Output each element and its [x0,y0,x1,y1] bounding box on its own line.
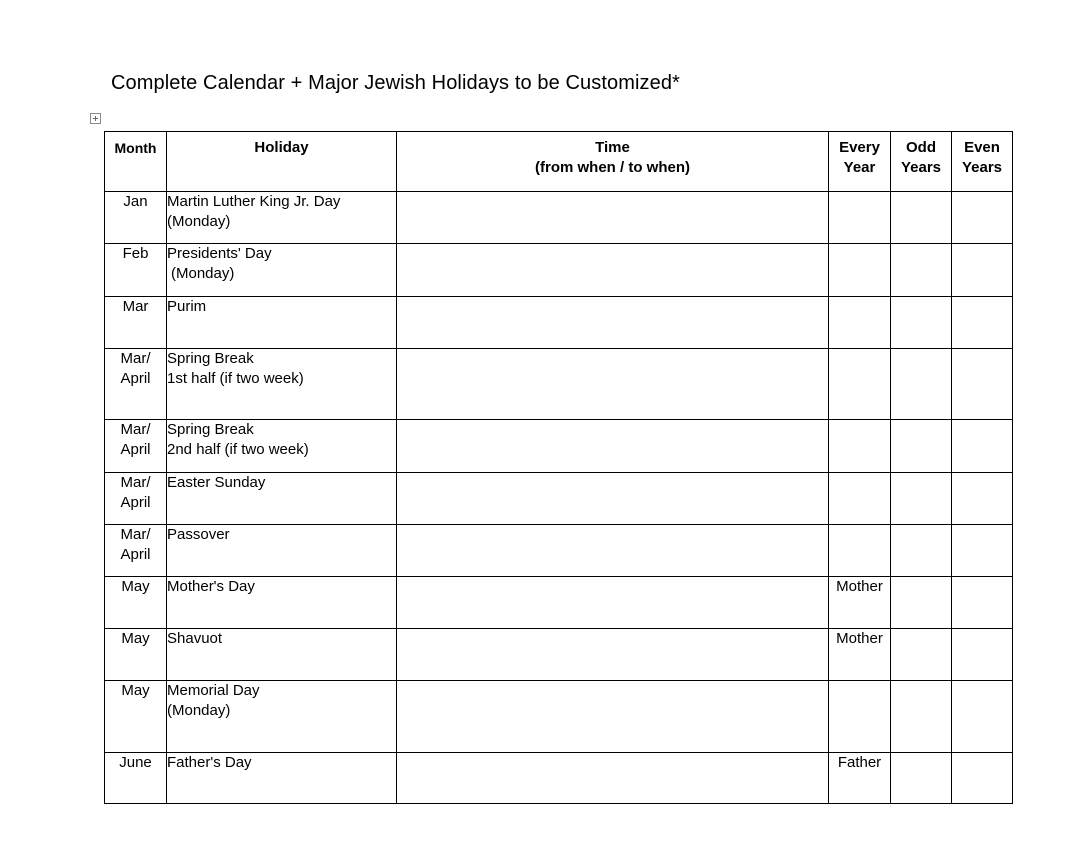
holiday-cell [167,629,397,681]
even-years-cell[interactable] [952,349,1013,420]
odd-years-cell[interactable] [891,629,952,681]
month-label-2: April [120,494,151,511]
month-label-2: April [120,370,151,387]
table-row [105,473,1013,525]
every-year-cell[interactable] [829,244,891,297]
every-year-value: Mother [836,578,883,595]
table-row [105,192,1013,244]
even-years-cell[interactable] [952,244,1013,297]
month-label: May [121,630,150,647]
holiday-name: Shavuot [167,630,223,647]
holiday-note: 1st half (if two week) [167,370,304,387]
month-label: Mar/ [120,526,151,543]
holiday-name: Memorial Day [167,682,260,699]
even-years-cell[interactable] [952,525,1013,577]
month-cell [105,244,167,297]
odd-years-cell[interactable] [891,753,952,804]
even-years-cell[interactable] [952,629,1013,681]
month-label: Mar/ [120,350,151,367]
time-cell[interactable] [397,420,829,473]
even-years-cell[interactable] [952,681,1013,753]
holiday-cell [167,753,397,804]
even-years-cell[interactable] [952,753,1013,804]
every-year-cell[interactable] [829,473,891,525]
holiday-name: Purim [167,298,207,315]
time-cell[interactable] [397,244,829,297]
holiday-note: (Monday) [167,702,231,719]
every-year-value: Mother [836,630,883,647]
time-cell[interactable] [397,297,829,349]
time-cell[interactable] [397,349,829,420]
time-cell[interactable] [397,753,829,804]
column-header-odd-years [891,132,952,192]
column-header-time [397,132,829,192]
month-cell [105,192,167,244]
column-header-even-years-label-1: Even [964,139,1000,156]
time-cell[interactable] [397,473,829,525]
column-header-month-label: Month [114,140,157,156]
table-row [105,629,1013,681]
every-year-cell[interactable] [829,753,891,804]
column-header-even-years [952,132,1013,192]
even-years-cell[interactable] [952,577,1013,629]
holiday-cell [167,420,397,473]
table-row [105,753,1013,804]
even-years-cell[interactable] [952,297,1013,349]
holiday-note: 2nd half (if two week) [167,441,309,458]
table-row [105,525,1013,577]
holiday-name: Mother's Day [167,578,255,595]
table-row [105,349,1013,420]
month-cell [105,525,167,577]
column-header-every-year [829,132,891,192]
holiday-cell [167,297,397,349]
month-label: Jan [123,193,148,210]
holiday-calendar-table [104,131,1013,804]
table-row [105,420,1013,473]
time-cell[interactable] [397,681,829,753]
column-header-even-years-label-2: Years [961,159,1003,176]
every-year-cell[interactable] [829,577,891,629]
holiday-cell [167,349,397,420]
time-cell[interactable] [397,577,829,629]
even-years-cell[interactable] [952,473,1013,525]
holiday-note: (Monday) [171,265,235,282]
month-label-2: April [120,546,151,563]
every-year-value: Father [837,754,882,771]
holiday-cell [167,681,397,753]
column-header-odd-years-label-2: Years [900,159,942,176]
holiday-cell [167,473,397,525]
every-year-cell[interactable] [829,420,891,473]
month-cell [105,629,167,681]
holiday-cell [167,192,397,244]
month-cell [105,681,167,753]
month-cell [105,349,167,420]
holiday-name: Spring Break [167,350,254,367]
month-label: May [121,682,150,699]
column-header-time-label: Time [595,139,630,156]
every-year-cell[interactable] [829,525,891,577]
holiday-cell [167,577,397,629]
column-header-odd-years-label-1: Odd [906,139,936,156]
holiday-cell [167,244,397,297]
holiday-name: Father's Day [167,754,252,771]
month-label: Mar [122,298,149,315]
holiday-name: Easter Sunday [167,474,266,491]
every-year-cell[interactable] [829,192,891,244]
table-row [105,297,1013,349]
even-years-cell[interactable] [952,192,1013,244]
holiday-name: Passover [167,526,230,543]
table-row [105,681,1013,753]
holiday-cell [167,525,397,577]
every-year-cell[interactable] [829,349,891,420]
time-cell[interactable] [397,629,829,681]
month-label: Feb [122,245,149,262]
every-year-cell[interactable] [829,297,891,349]
month-cell [105,577,167,629]
odd-years-cell[interactable] [891,525,952,577]
month-label: Mar/ [120,421,151,438]
holiday-name: Martin Luther King Jr. Day [167,193,341,210]
holiday-note: (Monday) [167,213,231,230]
month-cell [105,473,167,525]
table-row [105,577,1013,629]
column-header-every-year-label-2: Year [843,159,876,176]
odd-years-cell[interactable] [891,420,952,473]
table-header-row [105,132,1013,192]
table-move-handle-icon[interactable] [90,113,101,124]
odd-years-cell[interactable] [891,244,952,297]
time-cell[interactable] [397,525,829,577]
column-header-holiday-label: Holiday [254,139,309,156]
column-header-every-year-label-1: Every [839,139,880,156]
odd-years-cell[interactable] [891,297,952,349]
column-header-month [105,132,167,192]
time-cell[interactable] [397,192,829,244]
month-label-2: April [120,441,151,458]
month-cell [105,420,167,473]
odd-years-cell[interactable] [891,681,952,753]
odd-years-cell[interactable] [891,349,952,420]
month-cell [105,753,167,804]
column-header-time-sublabel: (from when / to when) [535,159,690,176]
odd-years-cell[interactable] [891,192,952,244]
holiday-name: Presidents' Day [167,245,272,262]
column-header-holiday [167,132,397,192]
every-year-cell[interactable] [829,681,891,753]
month-label: June [119,754,152,771]
month-label: Mar/ [120,474,151,491]
month-label: May [121,578,150,595]
every-year-cell[interactable] [829,629,891,681]
holiday-name: Spring Break [167,421,254,438]
page-title: Complete Calendar + Major Jewish Holidays to be Customized* [111,72,680,94]
even-years-cell[interactable] [952,420,1013,473]
month-cell [105,297,167,349]
odd-years-cell[interactable] [891,473,952,525]
table-row [105,244,1013,297]
odd-years-cell[interactable] [891,577,952,629]
